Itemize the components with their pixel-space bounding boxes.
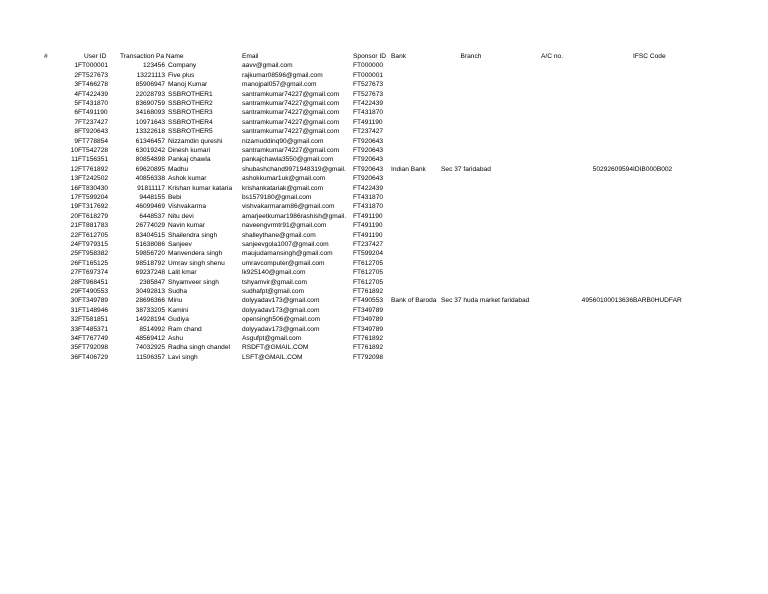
name-cell: Minu <box>168 297 183 305</box>
transaction-id-cell: 38733205 <box>135 306 165 314</box>
table-row <box>0 287 768 296</box>
transaction-id-cell: 69237248 <box>135 269 165 277</box>
email-cell: santramkumar74227@gmail.com <box>242 90 340 98</box>
name-cell: Radha singh chandel <box>168 344 230 352</box>
transaction-id-cell: 34168093 <box>135 109 165 117</box>
user-id-cell: FT466278 <box>78 81 109 89</box>
email-cell: sudhafpt@gmail.com <box>242 288 305 295</box>
row-number: 3 <box>74 81 78 89</box>
email-cell: pankajchawla3550@gmail.com <box>242 156 334 164</box>
branch-cell: Sec 37 faridabad <box>441 165 491 173</box>
transaction-id-cell: 26774029 <box>135 222 165 230</box>
email-cell: santramkumar74227@gmail.com <box>242 128 340 136</box>
row-number: 35 <box>70 344 78 352</box>
sponsor-id-cell: FT612705 <box>353 278 384 286</box>
row-number: 24 <box>70 241 78 248</box>
user-id-cell: FT148946 <box>78 306 109 314</box>
name-cell: SSBROTHER5 <box>168 128 213 136</box>
table-row <box>0 212 768 221</box>
email-cell: nizamuddinq90@gmail.com <box>242 137 324 145</box>
header-ifsc: IFSC Code <box>633 53 666 60</box>
table-row <box>0 249 768 258</box>
email-cell: amarjeetkumar1986rashish@gmail. <box>242 212 347 220</box>
name-cell: Shailendra singh <box>168 231 218 239</box>
sponsor-id-cell: FT491190 <box>353 118 383 126</box>
email-cell: sanjeevgola1007@gmail.com <box>242 241 329 248</box>
transaction-id-cell: 63019242 <box>135 147 165 154</box>
user-id-cell: FT156351 <box>78 156 109 164</box>
row-number: 34 <box>70 335 78 342</box>
row-number: 28 <box>70 278 78 286</box>
name-cell: Lavi singh <box>168 353 198 361</box>
email-cell: LSFT@GMAIL.COM <box>242 353 303 361</box>
row-number: 17 <box>70 194 78 201</box>
email-cell: naveengvrmtr91@gmail.com <box>242 222 327 230</box>
name-cell: Krishan kumar kataria <box>168 184 233 192</box>
sponsor-id-cell: FT349789 <box>353 325 384 333</box>
table-row <box>0 61 768 70</box>
transaction-id-cell: 22028793 <box>135 90 165 98</box>
transaction-id-cell: 13221113 <box>136 71 165 79</box>
table-row <box>0 325 768 334</box>
user-id-cell: FT422439 <box>78 90 109 98</box>
account-number-cell: 49560100013636 <box>581 297 633 305</box>
transaction-id-cell: 46099469 <box>135 203 165 211</box>
transaction-id-cell: 11506357 <box>136 353 165 361</box>
email-cell: ashokkumar1uk@gmail.com <box>242 175 326 183</box>
row-number: 1 <box>74 62 78 70</box>
transaction-id-cell: 13322618 <box>135 128 165 136</box>
email-cell: manojpal057@gmail.com <box>242 81 317 89</box>
email-cell: santramkumar74227@gmail.com <box>242 109 340 117</box>
row-number: 10 <box>70 147 78 154</box>
email-cell: lk925140@gmail.com <box>242 269 306 277</box>
email-cell: dolyyadav173@gmail.com <box>242 297 320 305</box>
name-cell: SSBROTHER2 <box>168 100 213 107</box>
user-id-cell: FT761892 <box>78 165 109 173</box>
row-number: 19 <box>70 203 78 211</box>
table-row <box>0 268 768 277</box>
row-number: 33 <box>70 325 78 333</box>
transaction-id-cell: 83404515 <box>135 231 165 239</box>
table-row <box>0 240 768 249</box>
transaction-id-cell: 2385847 <box>139 278 165 286</box>
user-id-cell: FT767749 <box>78 335 109 342</box>
transaction-id-cell: 61346457 <box>135 137 165 145</box>
name-cell: Sanjeev <box>168 241 192 248</box>
table-row <box>0 278 768 287</box>
table-row <box>0 165 768 174</box>
sponsor-id-cell: FT612705 <box>353 259 384 267</box>
email-cell: dolyyadav173@gmail.com <box>242 325 320 333</box>
table-row <box>0 202 768 211</box>
table-row <box>0 108 768 117</box>
email-cell: tshyamvir@gmail.com <box>242 278 307 286</box>
table-row <box>0 71 768 80</box>
sponsor-id-cell: FT431870 <box>353 109 384 117</box>
transaction-id-cell: 40856338 <box>135 175 165 183</box>
name-cell: Nitu devi <box>168 212 194 220</box>
row-number: 32 <box>70 316 78 324</box>
user-id-cell: FT612705 <box>78 231 109 239</box>
sponsor-id-cell: FT349789 <box>353 306 384 314</box>
user-id-cell: FT599204 <box>78 194 109 201</box>
sponsor-id-cell: FT422439 <box>353 184 384 192</box>
ifsc-cell: IDIB000B002 <box>633 165 673 173</box>
table-row <box>0 296 768 305</box>
table-row <box>0 231 768 240</box>
user-id-cell: FT406729 <box>78 353 109 361</box>
sponsor-id-cell: FT612705 <box>353 269 384 277</box>
name-cell: Shyamveer singh <box>168 278 219 286</box>
name-cell: Pankaj chawla <box>168 156 211 164</box>
sponsor-id-cell: FT491190 <box>353 212 383 220</box>
transaction-id-cell: 91811117 <box>137 184 165 192</box>
email-cell: krishankatariak@gmail.com <box>242 184 324 192</box>
table-row <box>0 343 768 352</box>
transaction-id-cell: 28696366 <box>135 297 165 305</box>
table-row <box>0 155 768 164</box>
user-id-cell: FT000001 <box>78 62 109 70</box>
header-hash: # <box>44 53 48 60</box>
sponsor-id-cell: FT490553 <box>353 297 384 305</box>
user-id-cell: FT958382 <box>78 250 109 258</box>
table-row <box>0 146 768 155</box>
user-id-cell: FT527673 <box>78 71 109 79</box>
sponsor-id-cell: FT920643 <box>353 175 384 183</box>
user-id-cell: FT697374 <box>78 269 109 277</box>
user-id-cell: FT349789 <box>78 297 109 305</box>
user-id-cell: FT778854 <box>78 137 109 145</box>
email-cell: shubashchand9971948319@gmail. <box>242 165 346 173</box>
email-cell: bs1579180@gmail.com <box>242 194 312 201</box>
sponsor-id-cell: FT237427 <box>353 241 384 248</box>
row-number: 8 <box>74 128 78 136</box>
name-cell: Madhu <box>168 165 189 173</box>
sponsor-id-cell: FT599204 <box>353 250 384 258</box>
transaction-id-cell: 48569412 <box>135 335 165 342</box>
table-row <box>0 334 768 343</box>
user-id-cell: FT485371 <box>78 325 109 333</box>
row-number: 29 <box>70 288 78 295</box>
row-number: 16 <box>70 184 78 192</box>
name-cell: SSBROTHER3 <box>168 109 213 117</box>
sponsor-id-cell: FT431870 <box>353 194 384 201</box>
user-id-cell: FT491190 <box>78 109 108 117</box>
table-row <box>0 259 768 268</box>
email-cell: aavv@gmail.com <box>242 62 293 70</box>
user-id-cell: FT618279 <box>78 212 109 220</box>
transaction-id-cell: 6448537 <box>139 212 165 220</box>
table-row <box>0 315 768 324</box>
row-number: 36 <box>70 353 78 361</box>
name-cell: Ashu <box>168 335 184 342</box>
sponsor-id-cell: FT431870 <box>353 203 384 211</box>
user-id-cell: FT490553 <box>78 288 109 295</box>
sponsor-id-cell: FT527673 <box>353 90 384 98</box>
email-cell: shalleythane@gmail.com <box>242 231 316 239</box>
table-row <box>0 306 768 315</box>
table-row <box>0 137 768 146</box>
email-cell: santramkumar74227@gmail.com <box>242 147 340 154</box>
user-id-cell: FT968451 <box>78 278 109 286</box>
user-id-cell: FT542728 <box>78 147 109 154</box>
sponsor-id-cell: FT792098 <box>353 353 384 361</box>
row-number: 22 <box>70 231 78 239</box>
header-user-id: User ID <box>84 53 107 60</box>
sponsor-id-cell: FT527673 <box>353 81 384 89</box>
name-cell: Ram chand <box>168 325 202 333</box>
row-number: 6 <box>74 109 78 117</box>
email-cell: dolyyadav173@gmail.com <box>242 306 320 314</box>
table-row <box>0 99 768 108</box>
header-row <box>0 52 768 61</box>
row-number: 11 <box>71 156 78 164</box>
user-id-cell: FT830430 <box>78 184 109 192</box>
transaction-id-cell: 8514992 <box>139 325 165 333</box>
transaction-id-cell: 83690759 <box>135 100 165 107</box>
name-cell: Dinesh kumari <box>168 147 211 154</box>
name-cell: SSBROTHER1 <box>168 90 213 98</box>
table-row <box>0 127 768 136</box>
header-branch: Branch <box>460 53 482 60</box>
name-cell: Ashok kumar <box>168 175 207 183</box>
bank-cell: Bank of Baroda <box>391 297 437 305</box>
ifsc-cell: BARB0HUDFAR <box>633 297 682 305</box>
sponsor-id-cell: FT761892 <box>353 288 384 295</box>
user-id-cell: FT431870 <box>78 100 109 107</box>
name-cell: Nizzamdin qureshi <box>168 137 223 145</box>
row-number: 21 <box>70 222 78 230</box>
email-cell: rajkumar08596@gmail.com <box>242 71 323 79</box>
user-id-cell: FT881783 <box>78 222 109 230</box>
sponsor-id-cell: FT000001 <box>353 71 384 79</box>
name-cell: Umrav singh shenu <box>168 259 225 267</box>
row-number: 25 <box>70 250 78 258</box>
account-number-cell: 50292609594 <box>592 165 633 173</box>
sponsor-id-cell: FT920643 <box>353 156 384 164</box>
sponsor-id-cell: FT349789 <box>353 316 384 324</box>
email-cell: opensingh506@gmail.com <box>242 316 321 324</box>
row-number: 5 <box>74 100 78 107</box>
transaction-id-cell: 123456 <box>142 62 165 70</box>
email-cell: umravcomputer@gmail.com <box>242 259 325 267</box>
branch-cell: Sec 37 huda market faridabad <box>441 297 530 305</box>
row-number: 7 <box>74 118 78 126</box>
transaction-id-cell: 30492813 <box>135 288 165 295</box>
table-row <box>0 353 768 362</box>
name-cell: SSBROTHER4 <box>168 118 213 126</box>
header-acno: A/C no. <box>541 53 563 60</box>
name-cell: Kamini <box>168 306 189 314</box>
header-bank: Bank <box>391 53 407 60</box>
row-number: 4 <box>74 90 78 98</box>
name-cell: Manoj Kumar <box>168 81 208 89</box>
user-id-cell: FT165125 <box>78 259 109 267</box>
header-transaction: Transaction Pa Name <box>120 53 184 60</box>
transaction-id-cell: 69620895 <box>135 165 165 173</box>
name-cell: Navin kumar <box>168 222 206 230</box>
sponsor-id-cell: FT237427 <box>353 128 384 136</box>
sponsor-id-cell: FT422439 <box>353 100 384 107</box>
table-row <box>0 90 768 99</box>
sponsor-id-cell: FT761892 <box>353 335 384 342</box>
transaction-id-cell: 59856720 <box>135 250 165 258</box>
sponsor-id-cell: FT920643 <box>353 137 384 145</box>
row-number: 13 <box>70 175 78 183</box>
email-cell: maujudamansingh@gmail.com <box>242 250 333 258</box>
email-cell: santramkumar74227@gmail.com <box>242 100 340 107</box>
user-id-cell: FT317692 <box>78 203 109 211</box>
name-cell: Five plus <box>168 71 195 79</box>
table-row <box>0 184 768 193</box>
sponsor-id-cell: FT000000 <box>353 62 384 70</box>
transaction-id-cell: 9448155 <box>139 194 165 201</box>
row-number: 9 <box>74 137 78 145</box>
row-number: 31 <box>70 306 78 314</box>
row-number: 20 <box>70 212 78 220</box>
name-cell: Bebi <box>168 194 182 201</box>
name-cell: Lalit kmar <box>168 269 197 277</box>
name-cell: Vishvakarma <box>168 203 206 211</box>
table-row <box>0 193 768 202</box>
header-sponsor-id: Sponsor ID <box>353 53 386 60</box>
header-email: Email <box>242 53 259 60</box>
sponsor-id-cell: FT920643 <box>353 147 384 154</box>
user-id-cell: FT581851 <box>78 316 109 324</box>
transaction-id-cell: 85906947 <box>135 81 165 89</box>
row-number: 12 <box>70 165 78 173</box>
sponsor-id-cell: FT491190 <box>353 231 383 239</box>
sponsor-id-cell: FT491190 <box>353 222 383 230</box>
transaction-id-cell: 51638086 <box>135 241 165 248</box>
name-cell: Gudiya <box>168 316 189 324</box>
transaction-id-cell: 10971643 <box>135 118 165 126</box>
email-cell: santramkumar74227@gmail.com <box>242 118 340 126</box>
email-cell: vishvakarmaram86@gmail.com <box>242 203 335 211</box>
user-id-cell: FT979315 <box>78 241 109 248</box>
name-cell: Company <box>168 62 197 70</box>
user-id-cell: FT920643 <box>78 128 109 136</box>
sponsor-id-cell: FT920643 <box>353 165 384 173</box>
row-number: 27 <box>70 269 78 277</box>
row-number: 2 <box>74 71 78 79</box>
user-id-cell: FT242502 <box>78 175 109 183</box>
transaction-id-cell: 98518792 <box>135 259 165 267</box>
table-row <box>0 174 768 183</box>
sponsor-id-cell: FT761892 <box>353 344 384 352</box>
table-row <box>0 118 768 127</box>
row-number: 30 <box>70 297 78 305</box>
email-cell: Asgufpt@gmail.com <box>242 335 302 342</box>
row-number: 26 <box>70 259 78 267</box>
bank-cell: Indian Bank <box>391 165 426 173</box>
name-cell: Manvendera singh <box>168 250 223 258</box>
user-id-cell: FT237427 <box>78 118 109 126</box>
transaction-id-cell: 74032925 <box>135 344 165 352</box>
user-id-cell: FT792098 <box>78 344 109 352</box>
table-row <box>0 221 768 230</box>
name-cell: Sudha <box>168 288 188 295</box>
email-cell: RSDFT@GMAIL.COM <box>242 344 309 352</box>
table-row <box>0 80 768 89</box>
transaction-id-cell: 80854898 <box>135 156 165 164</box>
transaction-id-cell: 14928194 <box>135 316 165 324</box>
